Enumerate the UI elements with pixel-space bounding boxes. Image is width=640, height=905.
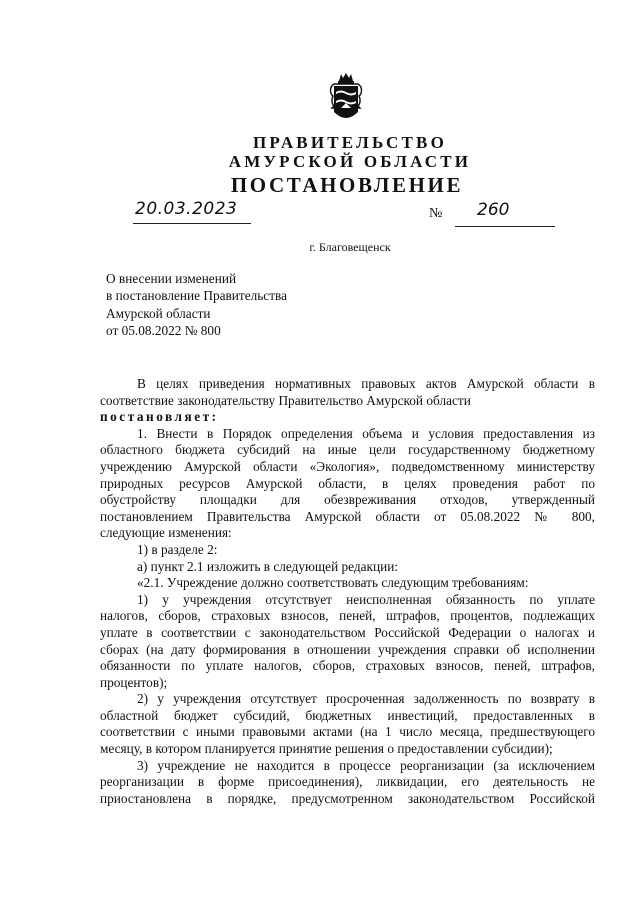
body-line: 1) у учреждения отсутствует неисполненная обязанность по уплате <box>137 591 595 607</box>
body-line: соответствие законодательству Правительство Амурской области <box>100 392 471 408</box>
body-line: обязанности по уплате налогов, сборов, страховых взносов, пеней, штрафов, <box>100 658 595 674</box>
subject-line: от 05.08.2022 № 800 <box>106 322 221 338</box>
decree-body <box>100 376 595 807</box>
number-sign: № <box>429 206 443 221</box>
decree-number: 260 <box>477 200 510 220</box>
date-underline <box>133 223 251 224</box>
decree-title: ПОСТАНОВЛЕНИЕ <box>230 173 464 197</box>
body-line: уплате в соответствии с законодательством Российской Федерации о налогах и <box>100 624 595 640</box>
decree-date-field <box>133 199 253 225</box>
body-line: «2.1. Учреждение должно соответствовать следующим требованиям: <box>137 575 529 591</box>
body-line: процентов); <box>100 674 168 690</box>
body-line: областной бюджет субсидий, бюджетных инвестиций, предоставленных в <box>100 707 595 723</box>
body-line: учреждению Амурской области «Экология», подведомственному министерству <box>100 458 595 474</box>
body-line: 2) у учреждения отсутствует просроченная задолженность по возврату в <box>137 691 595 707</box>
city-label: г. Благовещенск <box>309 240 391 254</box>
body-line: областного бюджета субсидий на иные цели государственному бюджетному <box>100 442 595 458</box>
body-line: 3) учреждение не находится в процессе реорганизации (за исключением <box>137 757 595 773</box>
body-line: В целях приведения нормативных правовых актов Амурской области в <box>137 376 595 391</box>
subject-line: в постановление Правительства <box>106 288 288 304</box>
decree-date: 20.03.2023 <box>135 199 238 219</box>
body-line: реорганизации в форме присоединения), ликвидации, его деятельность не <box>100 774 595 790</box>
number-underline <box>455 226 555 227</box>
body-line: 1. Внести в Порядок определения объема и условия предоставления из <box>137 425 595 441</box>
body-line: постановлением Правительства Амурской области от 05.08.2022 № 800, <box>100 508 595 524</box>
coat-of-arms-icon <box>328 72 364 126</box>
body-line: сборах (на дату формирования в отношении учреждения справки об исполнении <box>100 641 595 657</box>
body-line: приостановлена в порядке, предусмотренном законодательством Российской <box>100 790 595 806</box>
body-line: следующие изменения: <box>100 525 232 541</box>
subject-line: О внесении изменений <box>106 271 237 286</box>
body-line: налогов, сборов, страховых взносов, пеней, штрафов, процентов, подлежащих <box>100 608 595 624</box>
decree-number-field <box>429 200 559 226</box>
government-title-line2: АМУРСКОЙ ОБЛАСТИ <box>228 152 472 171</box>
body-line: соответствии с иными правовыми актами (на 1 число месяца, предшествующего <box>100 724 595 740</box>
body-line: 1) в разделе 2: <box>137 541 218 557</box>
body-line: а) пункт 2.1 изложить в следующей редакции: <box>137 558 399 574</box>
decree-subject <box>106 270 287 339</box>
subject-line: Амурской области <box>106 305 211 321</box>
body-line: обустройству площадки для обезвреживания отходов, утвержденный <box>100 492 595 508</box>
postanovlyaet-label: постановляет: <box>100 409 219 425</box>
government-title-line1: ПРАВИТЕЛЬСТВО <box>253 133 447 152</box>
body-line: природных ресурсов Амурской области, в целях проведения работ по <box>100 475 595 491</box>
body-line: месяцу, в котором планируется принятие решения о предоставлении субсидии); <box>100 741 553 757</box>
